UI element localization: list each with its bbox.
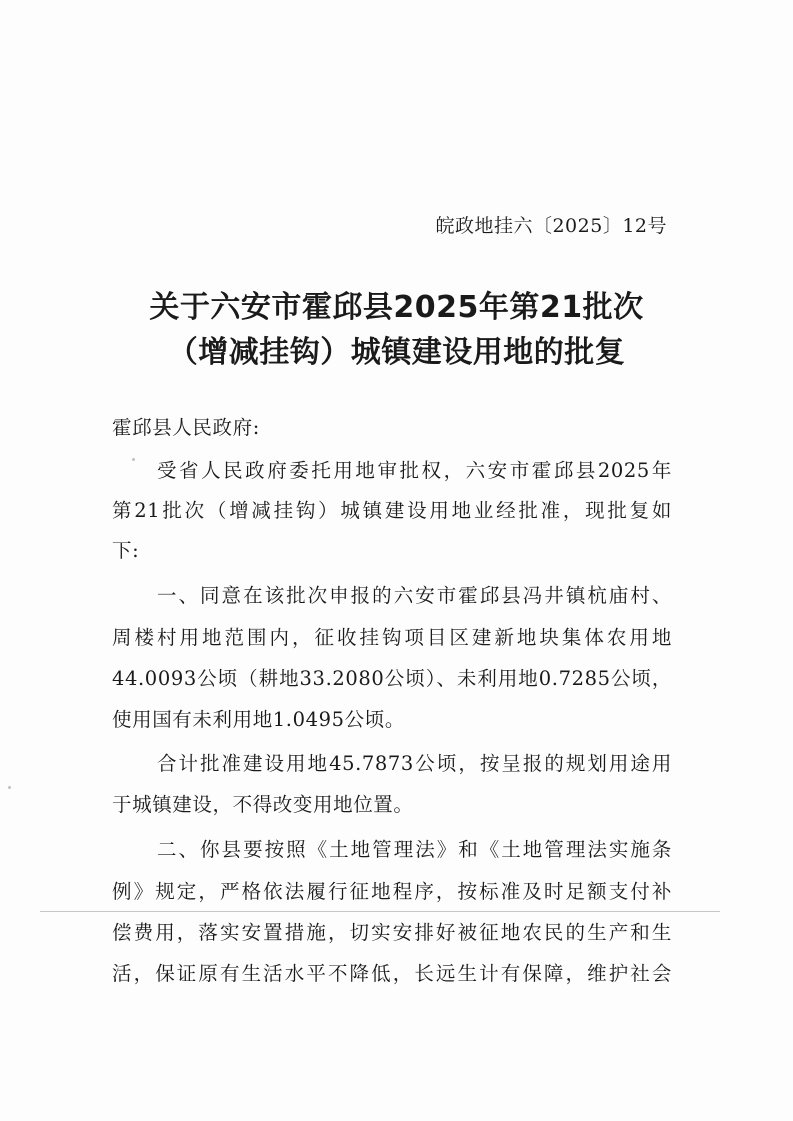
paragraph-4-line-1: 二、你县要按照《土地管理法》和《土地管理法实施条 [157, 838, 672, 861]
paragraph-2-line-3: 44.0093公顷（耕地33.2080公顷）、未利用地0.7285公顷， [112, 667, 672, 690]
scan-artifact-dot [132, 458, 135, 461]
document-title-line-2: （增减挂钩）城镇建设用地的批复 [167, 335, 626, 370]
paragraph-2-line-2: 周楼村用地范围内，征收挂钩项目区建新地块集体农用地 [112, 626, 672, 649]
paragraph-1-line-1: 受省人民政府委托用地审批权，六安市霍邱县2025年 [157, 459, 672, 482]
paragraph-3-line-2: 于城镇建设，不得改变用地位置。 [112, 793, 414, 816]
salutation: 霍邱县人民政府: [112, 416, 260, 439]
document-number: 皖政地挂六〔2025〕12号 [435, 215, 667, 237]
scan-artifact-dot [8, 786, 11, 789]
paragraph-4-line-2: 例》规定，严格依法履行征地程序，按标准及时足额支付补 [112, 880, 672, 903]
document-title-line-1: 关于六安市霍邱县2025年第21批次 [149, 290, 644, 325]
paragraph-4-line-4: 活，保证原有生活水平不降低，长远生计有保障，维护社会 [112, 962, 672, 985]
paragraph-3-line-1: 合计批准建设用地45.7873公顷，按呈报的规划用途用 [157, 752, 672, 775]
paragraph-2-line-1: 一、同意在该批次申报的六安市霍邱县冯井镇杭庙村、 [157, 584, 672, 607]
scan-artifact-line [40, 911, 720, 912]
paragraph-2-line-4: 使用国有未利用地1.0495公顷。 [112, 708, 405, 731]
paragraph-1-line-2: 第21批次（增减挂钩）城镇建设用地业经批准，现批复如 [112, 499, 672, 522]
paragraph-4-line-3: 偿费用，落实安置措施，切实安排好被征地农民的生产和生 [112, 921, 672, 944]
paragraph-1-line-3: 下: [112, 539, 140, 562]
